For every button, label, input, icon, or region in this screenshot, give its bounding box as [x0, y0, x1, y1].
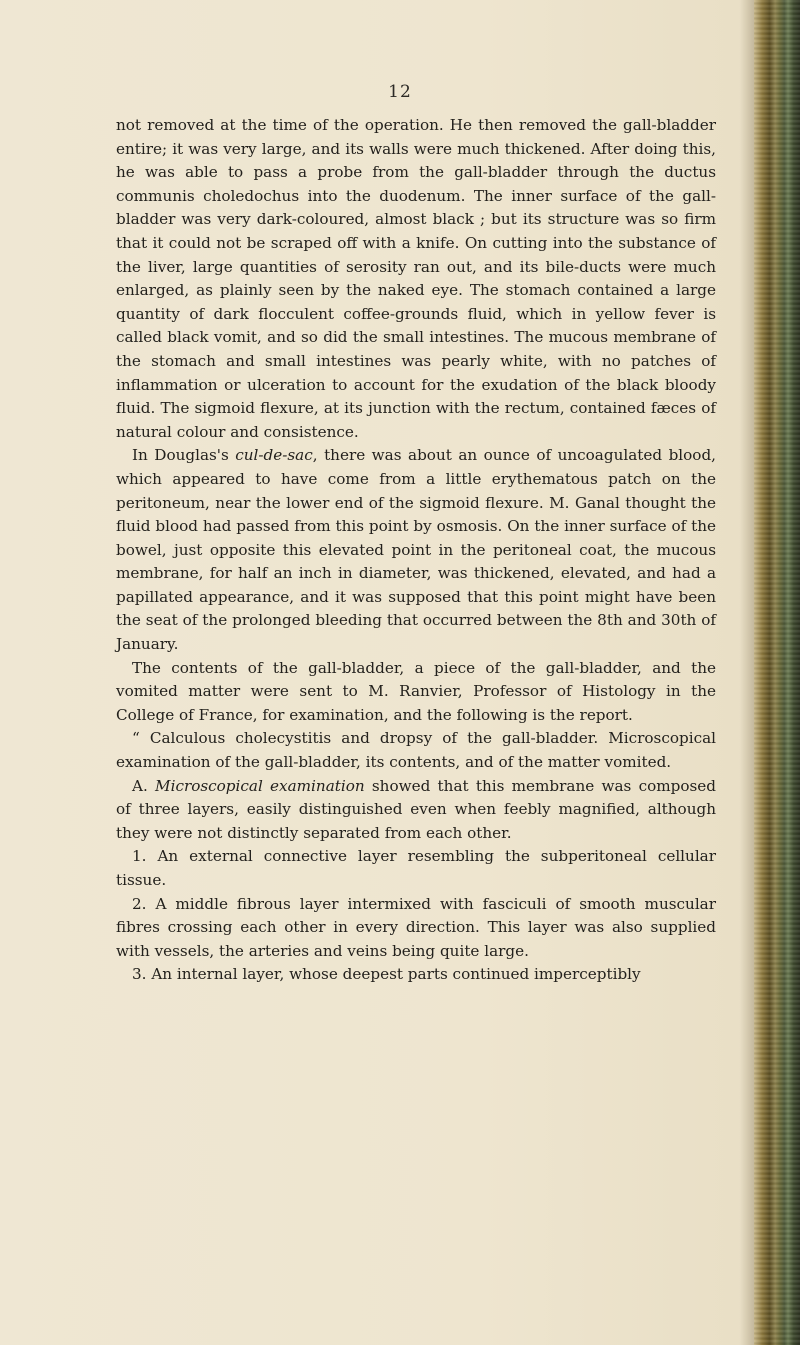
- italic-text-run: Microscopical examination: [155, 776, 365, 795]
- paragraph: [116, 775, 716, 846]
- paragraph: [116, 893, 716, 964]
- book-binding-edge: [754, 0, 800, 1345]
- paragraph: [116, 444, 716, 656]
- paragraph: [116, 114, 716, 444]
- text-run: 1. An external connective layer resembling the subperitoneal cellular tissue.: [116, 847, 716, 889]
- text-run: showed that this membrane was composed of three layers, easily distinguished even when feebly magnified, although they were not distinctly separated from each other.: [116, 776, 716, 842]
- text-run: , there was about an ounce of uncoagulated blood, which appeared to have come from a little erythematous patch on the peritoneum, near the lower end of the sigmoid flexure. M. Ganal thought the fluid blood had passed from this point by osmosis. On the inner surface of the bowel, just opposite this elevated point in the peritoneal coat, the mucous membrane, for half an inch in diameter, was thickened, elevated, and had a papillated appearance, and it was supposed that this point might have been the seat of the prolonged bleeding that occurred between the 8th and 30th of January.: [116, 446, 716, 654]
- paragraph: [116, 657, 716, 728]
- page-number: 12: [388, 82, 412, 102]
- paragraph: [116, 963, 716, 987]
- paragraph: [116, 727, 716, 774]
- text-run: not removed at the time of the operation. He then removed the gall-bladder entire; it was very large, and its walls were much thickened. After doing this, he was able to pass a probe from the gall-bladder through the ductus communis choledochus into the duodenum. The inner surface of the gall-bladder was very dark-coloured, almost black ; but its structure was so firm that it could not be scraped off with a knife. On cutting into the substance of the liver, large quantities of serosity ran out, and its bile-ducts were much enlarged, as plainly seen by the naked eye. The stomach contained a large quantity of dark flocculent coffee-grounds fluid, which in yellow fever is called black vomit, and so did the small intestines. The mucous membrane of the stomach and small intestines was pearly white, with no patches of inflammation or ulceration to account for the exudation of the black bloody fluid. The sigmoid flexure, at its junction with the rectum, contained fæces of natural colour and consistence.: [116, 116, 716, 441]
- body-text: [116, 114, 716, 987]
- text-run: In Douglas's: [132, 446, 236, 465]
- text-run: A.: [132, 776, 156, 795]
- italic-text-run: cul-de-sac: [235, 446, 313, 465]
- text-run: “ Calculous cholecystitis and dropsy of the gall-bladder. Microscopical examination of the gall-bladder, its contents, and of the matter vomited.: [116, 729, 716, 772]
- text-run: 3. An internal layer, whose deepest parts continued imperceptibly: [132, 965, 641, 984]
- text-run: 2. A middle fibrous layer intermixed with fasciculi of smooth muscular fibres crossing each other in every direction. This layer was also supplied with vessels, the arteries and veins being quite large.: [116, 894, 716, 960]
- text-run: The contents of the gall-bladder, a piece of the gall-bladder, and the vomited matter were sent to M. Ranvier, Professor of Histology in the College of France, for examination, and the following is the report.: [116, 658, 716, 724]
- paragraph: [116, 845, 716, 892]
- binding-shadow: [740, 0, 754, 1345]
